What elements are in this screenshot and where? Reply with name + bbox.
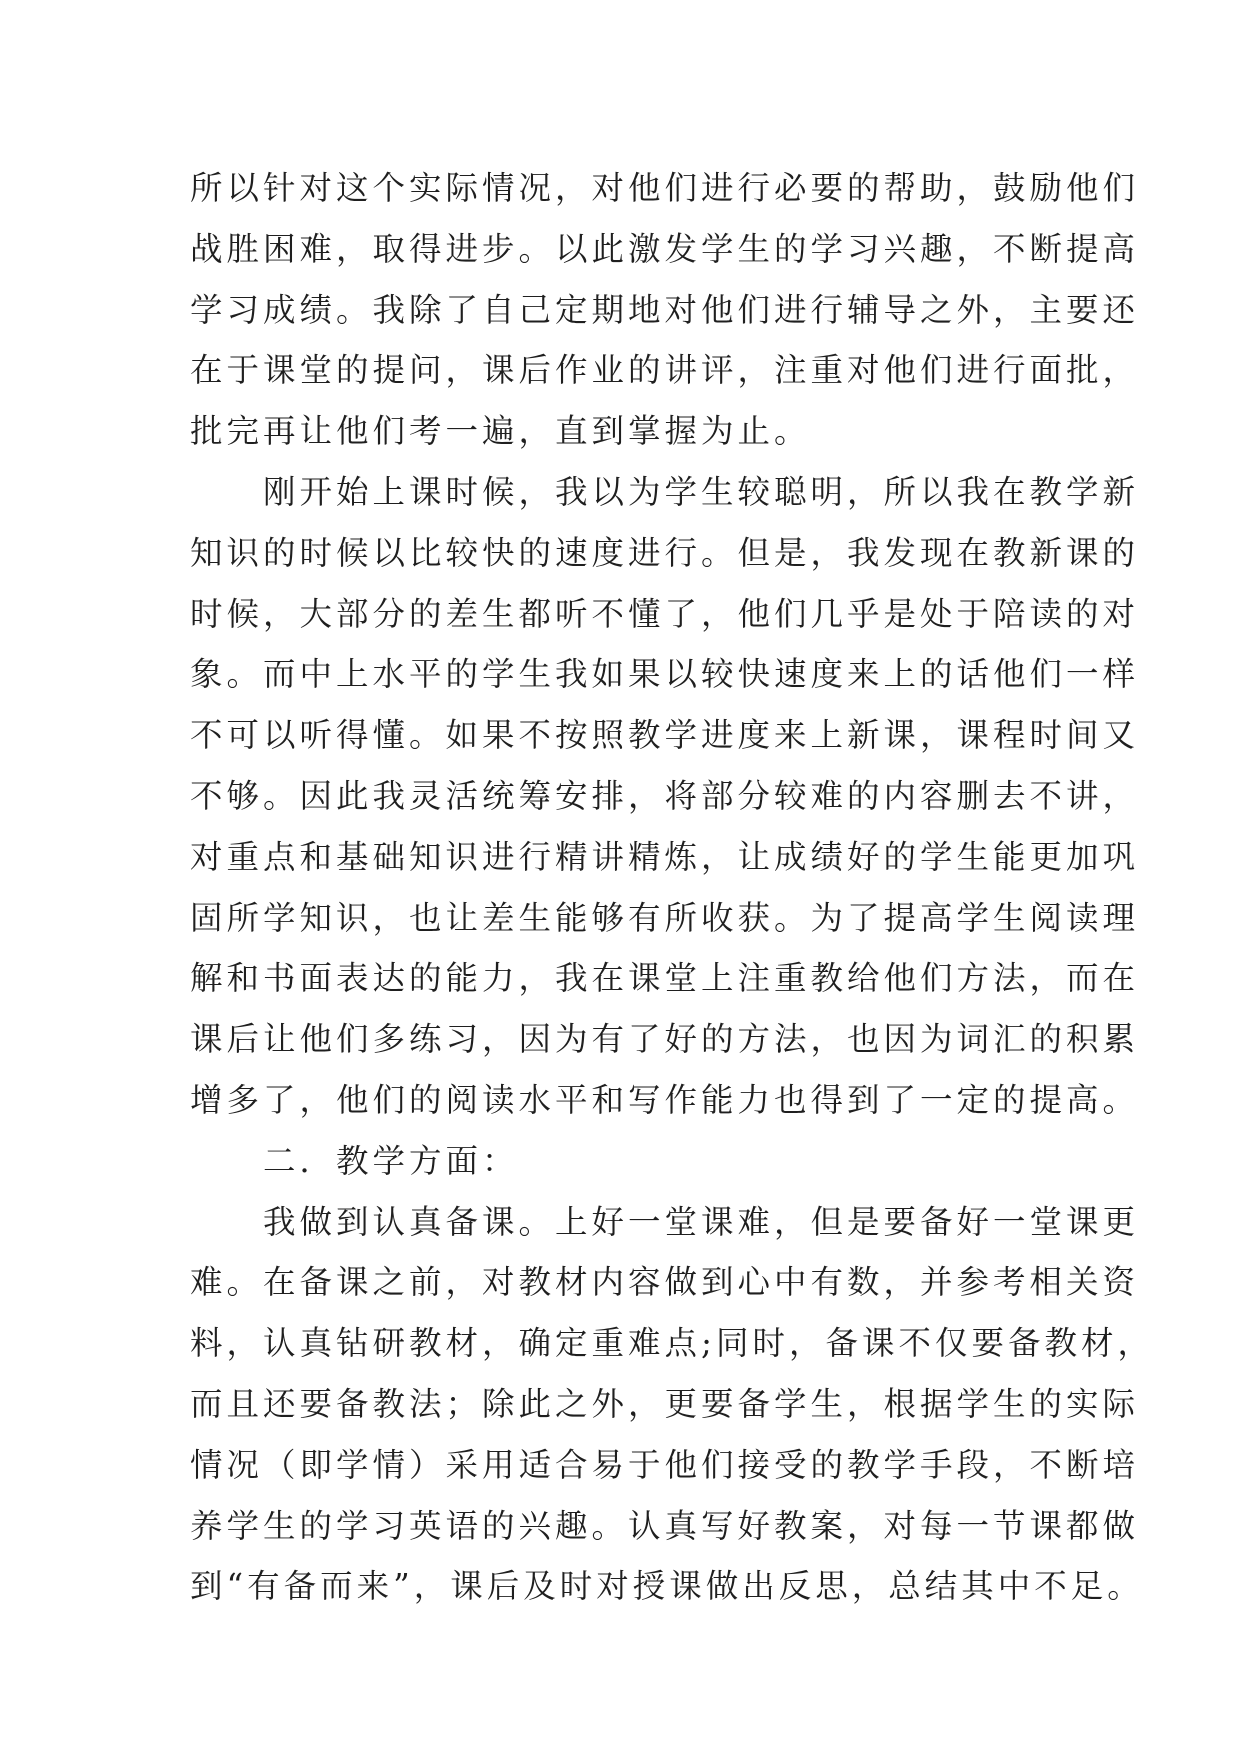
text-line: 在于课堂的提问，课后作业的讲评，注重对他们进行面批， [190,351,1140,390]
text-line: 我做到认真备课。上好一堂课难，但是要备好一堂课更 [190,1202,1140,1241]
text-line: 象。而中上水平的学生我如果以较快速度来上的话他们一样 [190,655,1140,694]
text-line: 到“有备而来”，课后及时对授课做出反思，总结其中不足。 [190,1567,1144,1606]
text-line: 课后让他们多练习，因为有了好的方法，也因为词汇的积累 [190,1020,1140,1059]
text-line: 而且还要备教法；除此之外，更要备学生，根据学生的实际 [190,1384,1140,1423]
text-line: 料，认真钻研教材，确定重难点;同时，备课不仅要备教材， [190,1324,1154,1363]
text-line: 刚开始上课时候，我以为学生较聪明，所以我在教学新 [190,472,1140,511]
text-line: 不够。因此我灵活统筹安排，将部分较难的内容删去不讲， [190,776,1140,815]
body-text [190,158,1154,1617]
text-line: 战胜困难，取得进步。以此激发学生的学习兴趣，不断提高 [190,229,1140,268]
text-line: 解和书面表达的能力，我在课堂上注重教给他们方法，而在 [190,959,1140,998]
text-line: 时候，大部分的差生都听不懂了，他们几乎是处于陪读的对 [190,594,1140,633]
text-line: 对重点和基础知识进行精讲精炼，让成绩好的学生能更加巩 [190,837,1140,876]
text-line: 不可以听得懂。如果不按照教学进度来上新课，课程时间又 [190,716,1140,755]
text-line: 增多了，他们的阅读水平和写作能力也得到了一定的提高。 [190,1080,1140,1119]
text-line: 养学生的学习英语的兴趣。认真写好教案，对每一节课都做 [190,1506,1140,1545]
text-line: 难。在备课之前，对教材内容做到心中有数，并参考相关资 [190,1263,1140,1302]
text-line: 所以针对这个实际情况，对他们进行必要的帮助，鼓励他们 [190,169,1140,207]
text-line: 情况（即学情）采用适合易于他们接受的教学手段，不断培 [190,1445,1140,1484]
text-line: 知识的时候以比较快的速度进行。但是，我发现在教新课的 [190,533,1140,572]
text-line: 批完再让他们考一遍，直到掌握为止。 [190,412,811,451]
section-heading: 二．教学方面： [190,1141,519,1180]
text-line: 学习成绩。我除了自己定期地对他们进行辅导之外，主要还 [190,290,1140,329]
text-line: 固所学知识，也让差生能够有所收获。为了提高学生阅读理 [190,898,1140,937]
